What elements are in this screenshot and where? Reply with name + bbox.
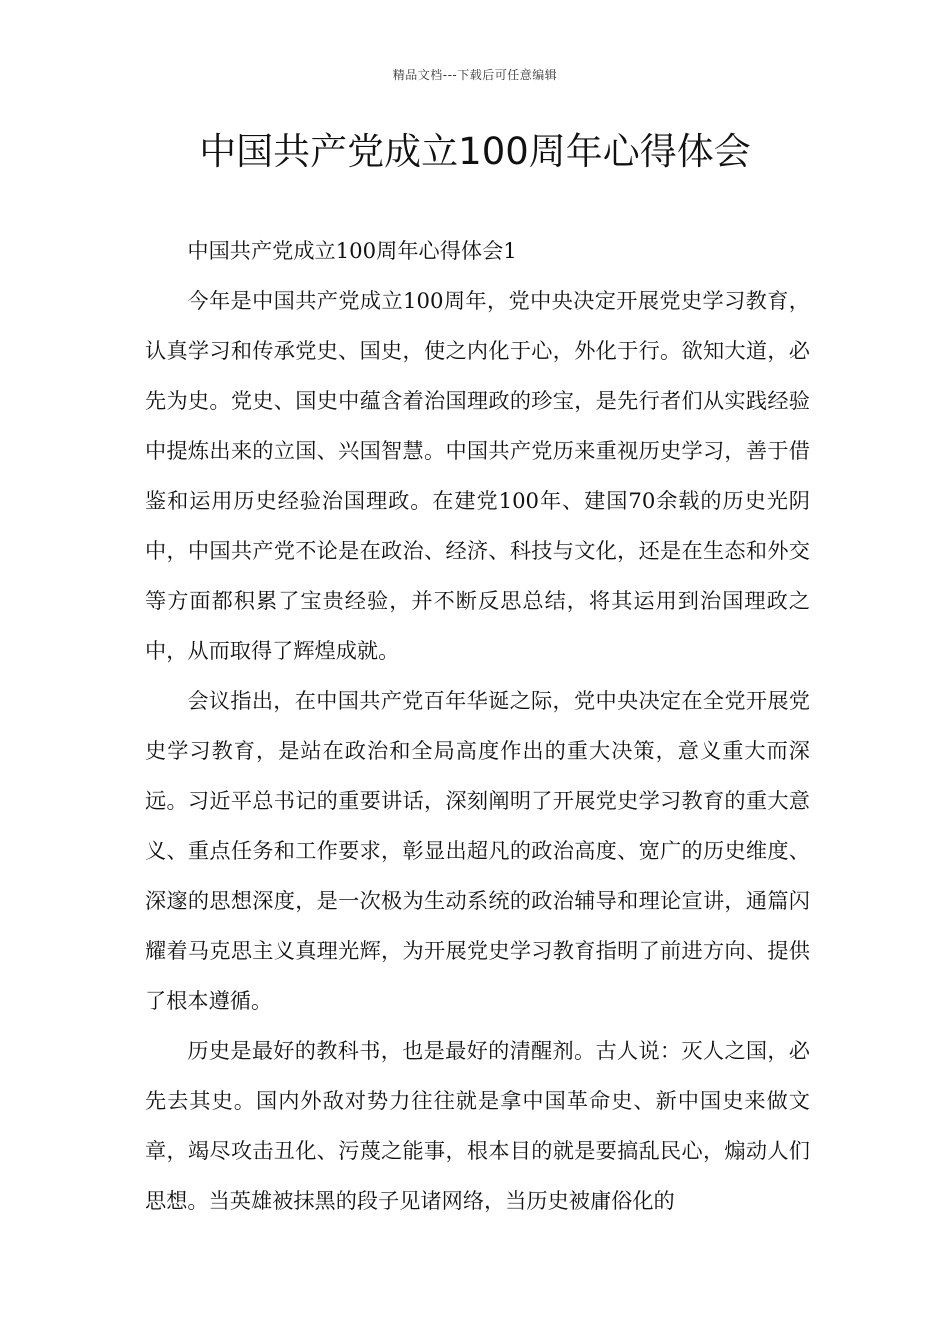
document-title: 中国共产党成立100周年心得体会 <box>199 130 751 173</box>
document-body <box>145 226 810 1226</box>
paragraph: 今年是中国共产党成立100周年，党中央决定开展党史学习教育，认真学习和传承党史、国史，使之内化于心，外化于行。欲知大道，必先为史。党史、国史中蕴含着治国理政的珍宝，是先行者们从实践经验中提炼出来的立国、兴国智慧。中国共产党历来重视历史学习，善于借鉴和运用历史经验治国理政。在建党100年、建国70余载的历史光阴中，中国共产党不论是在政治、经济、科技与文化，还是在生态和外交等方面都积累了宝贵经验，并不断反思总结，将其运用到治国理政之中，从而取得了辉煌成就。 <box>145 288 810 663</box>
header-note: 精品文档---下载后可任意编辑 <box>392 68 558 82</box>
section-subtitle: 中国共产党成立100周年心得体会1 <box>187 238 517 263</box>
paragraph: 历史是最好的教科书，也是最好的清醒剂。古人说：灭人之国，必先去其史。国内外敌对势力往往就是拿中国革命史、新中国史来做文章，竭尽攻击丑化、污蔑之能事，根本目的就是要搞乱民心，煽动人们思想。当英雄被抹黑的段子见诸网络，当历史被庸俗化的 <box>145 1038 810 1213</box>
paragraph: 会议指出，在中国共产党百年华诞之际，党中央决定在全党开展党史学习教育，是站在政治和全局高度作出的重大决策，意义重大而深远。习近平总书记的重要讲话，深刻阐明了开展党史学习教育的重大意义、重点任务和工作要求，彰显出超凡的政治高度、宽广的历史维度、深邃的思想深度，是一次极为生动系统的政治辅导和理论宣讲，通篇闪耀着马克思主义真理光辉，为开展党史学习教育指明了前进方向、提供了根本遵循。 <box>145 688 810 1013</box>
